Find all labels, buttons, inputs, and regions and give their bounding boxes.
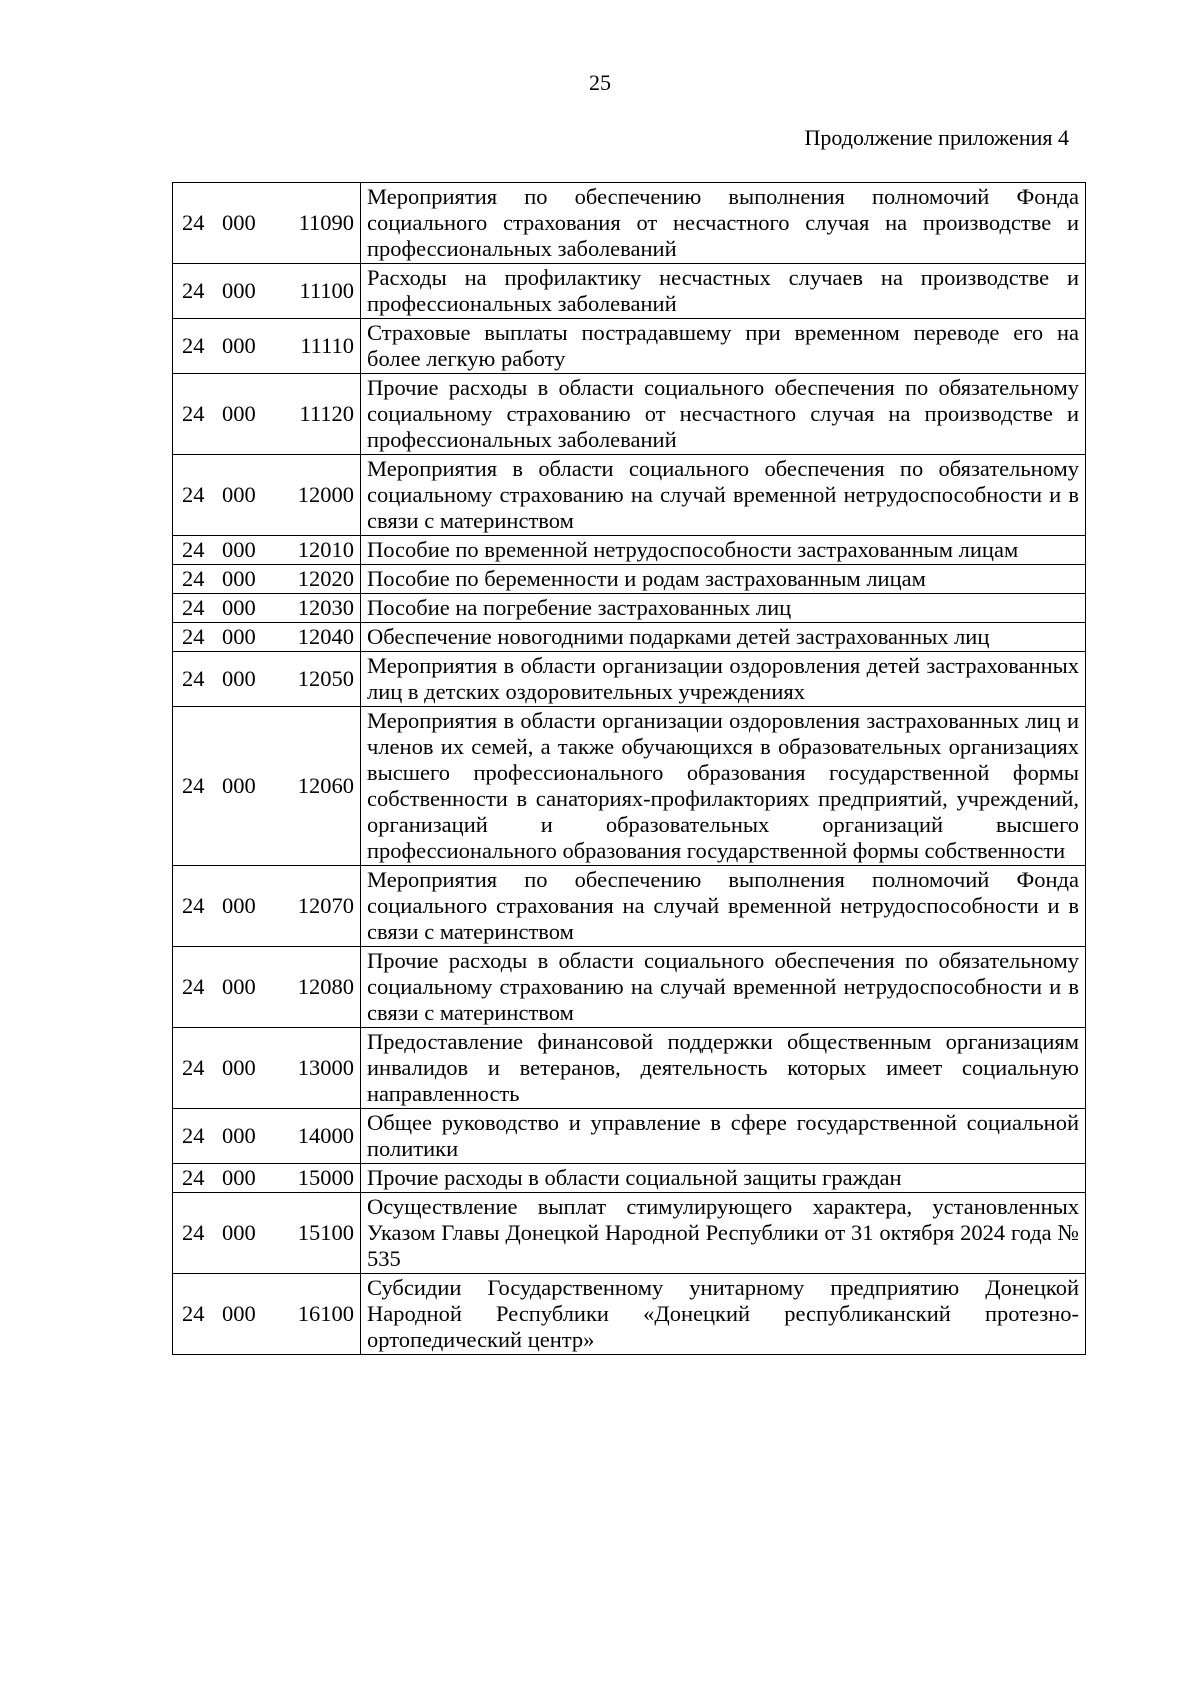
table-row bbox=[173, 1109, 1086, 1164]
code-direction: 12000 bbox=[297, 482, 354, 507]
table-row bbox=[173, 319, 1086, 374]
code-program: 000 bbox=[222, 482, 256, 507]
code-cell bbox=[173, 565, 361, 594]
code-cell bbox=[173, 947, 361, 1028]
description-cell: Мероприятия по обеспечению выполнения полномочий Фонда социального страхования от несчастного случая на производстве и профессиональных заболеваний bbox=[361, 183, 1086, 264]
description-cell: Пособие по беременности и родам застрахованным лицам bbox=[361, 565, 1086, 594]
description-cell: Пособие по временной нетрудоспособности застрахованным лицам bbox=[361, 536, 1086, 565]
code-section: 24 bbox=[182, 566, 205, 591]
table-row bbox=[173, 1164, 1086, 1193]
code-section: 24 bbox=[182, 1301, 205, 1326]
code-direction: 12030 bbox=[297, 595, 354, 620]
code-section: 24 bbox=[182, 974, 205, 999]
code-cell bbox=[173, 1164, 361, 1193]
table-row bbox=[173, 947, 1086, 1028]
code-cell bbox=[173, 319, 361, 374]
code-cell bbox=[173, 455, 361, 536]
description-cell: Мероприятия по обеспечению выполнения полномочий Фонда социального страхования на случай временной нетрудоспособности и в связи с материнством bbox=[361, 866, 1086, 947]
code-direction: 12060 bbox=[297, 773, 354, 798]
description-cell: Предоставление финансовой поддержки общественным организациям инвалидов и ветеранов, деятельность которых имеет социальную направленность bbox=[361, 1028, 1086, 1109]
code-section: 24 bbox=[182, 666, 205, 691]
table-row bbox=[173, 1028, 1086, 1109]
table-row bbox=[173, 1274, 1086, 1355]
code-program: 000 bbox=[222, 401, 256, 426]
table-row bbox=[173, 455, 1086, 536]
code-section: 24 bbox=[182, 1123, 205, 1148]
code-section: 24 bbox=[182, 595, 205, 620]
code-program: 000 bbox=[222, 1220, 256, 1245]
table-row bbox=[173, 707, 1086, 866]
code-cell bbox=[173, 183, 361, 264]
code-program: 000 bbox=[222, 1123, 256, 1148]
code-direction: 12020 bbox=[297, 566, 354, 591]
code-section: 24 bbox=[182, 893, 205, 918]
code-cell bbox=[173, 536, 361, 565]
code-program: 000 bbox=[222, 595, 256, 620]
table-row bbox=[173, 264, 1086, 319]
code-program: 000 bbox=[222, 210, 256, 235]
table-row bbox=[173, 594, 1086, 623]
description-cell: Осуществление выплат стимулирующего характера, установленных Указом Главы Донецкой Народной Республики от 31 октября 2024 года № 535 bbox=[361, 1193, 1086, 1274]
code-section: 24 bbox=[182, 210, 205, 235]
description-cell: Прочие расходы в области социальной защиты граждан bbox=[361, 1164, 1086, 1193]
code-direction: 13000 bbox=[297, 1055, 354, 1080]
description-cell: Мероприятия в области организации оздоровления детей застрахованных лиц в детских оздоровительных учреждениях bbox=[361, 652, 1086, 707]
table-row bbox=[173, 536, 1086, 565]
table-body bbox=[173, 183, 1086, 1355]
table-row bbox=[173, 623, 1086, 652]
code-cell bbox=[173, 866, 361, 947]
budget-classification-table bbox=[172, 182, 1086, 1355]
code-direction: 11090 bbox=[298, 210, 354, 235]
code-direction: 16100 bbox=[297, 1301, 354, 1326]
code-cell bbox=[173, 707, 361, 866]
code-direction: 12010 bbox=[297, 537, 354, 562]
code-direction: 12040 bbox=[297, 624, 354, 649]
description-cell: Обеспечение новогодними подарками детей застрахованных лиц bbox=[361, 623, 1086, 652]
code-direction: 11120 bbox=[299, 401, 354, 426]
table-row bbox=[173, 652, 1086, 707]
code-program: 000 bbox=[222, 773, 256, 798]
code-program: 000 bbox=[222, 974, 256, 999]
table-row bbox=[173, 565, 1086, 594]
code-program: 000 bbox=[222, 893, 256, 918]
code-program: 000 bbox=[222, 666, 256, 691]
description-cell: Прочие расходы в области социального обеспечения по обязательному социальному страхованию от несчастного случая на производстве и профессиональных заболеваний bbox=[361, 374, 1086, 455]
code-section: 24 bbox=[182, 1055, 205, 1080]
code-cell bbox=[173, 1193, 361, 1274]
code-program: 000 bbox=[222, 566, 256, 591]
code-section: 24 bbox=[182, 482, 205, 507]
code-section: 24 bbox=[182, 624, 205, 649]
table-row bbox=[173, 374, 1086, 455]
appendix-continuation-label: Продолжение приложения 4 bbox=[804, 125, 1069, 150]
code-cell bbox=[173, 594, 361, 623]
code-cell bbox=[173, 1109, 361, 1164]
code-section: 24 bbox=[182, 401, 205, 426]
code-cell bbox=[173, 1274, 361, 1355]
code-direction: 12070 bbox=[297, 893, 354, 918]
code-direction: 14000 bbox=[297, 1123, 354, 1148]
description-cell: Пособие на погребение застрахованных лиц bbox=[361, 594, 1086, 623]
code-cell bbox=[173, 652, 361, 707]
code-program: 000 bbox=[222, 1055, 256, 1080]
description-cell: Общее руководство и управление в сфере государственной социальной политики bbox=[361, 1109, 1086, 1164]
table-row bbox=[173, 1193, 1086, 1274]
code-direction: 11110 bbox=[300, 333, 354, 358]
description-cell: Мероприятия в области организации оздоровления застрахованных лиц и членов их семей, а также обучающихся в образовательных организациях высшего профессионального образования государственной формы собственности в санаториях-профилакториях предприятий, учреждений, организаций и образовательных организаций высшего профессионального образования государственной формы собственности bbox=[361, 707, 1086, 866]
description-cell: Мероприятия в области социального обеспечения по обязательному социальному страхованию на случай временной нетрудоспособности и в связи с материнством bbox=[361, 455, 1086, 536]
table-row bbox=[173, 183, 1086, 264]
code-program: 000 bbox=[222, 1301, 256, 1326]
code-section: 24 bbox=[182, 537, 205, 562]
code-direction: 15000 bbox=[297, 1165, 354, 1190]
code-program: 000 bbox=[222, 1165, 256, 1190]
code-program: 000 bbox=[222, 624, 256, 649]
code-cell bbox=[173, 374, 361, 455]
code-section: 24 bbox=[182, 333, 205, 358]
code-cell bbox=[173, 623, 361, 652]
code-section: 24 bbox=[182, 773, 205, 798]
description-cell: Расходы на профилактику несчастных случаев на производстве и профессиональных заболеваний bbox=[361, 264, 1086, 319]
code-cell bbox=[173, 1028, 361, 1109]
code-cell bbox=[173, 264, 361, 319]
description-cell: Прочие расходы в области социального обеспечения по обязательному социальному страхованию на случай временной нетрудоспособности и в связи с материнством bbox=[361, 947, 1086, 1028]
code-direction: 15100 bbox=[297, 1220, 354, 1245]
code-program: 000 bbox=[222, 537, 256, 562]
table-row bbox=[173, 866, 1086, 947]
code-section: 24 bbox=[182, 1165, 205, 1190]
description-cell: Субсидии Государственному унитарному предприятию Донецкой Народной Республики «Донецкий республиканский протезно-ортопедический центр» bbox=[361, 1274, 1086, 1355]
code-section: 24 bbox=[182, 278, 205, 303]
code-direction: 12080 bbox=[297, 974, 354, 999]
description-cell: Страховые выплаты пострадавшему при временном переводе его на более легкую работу bbox=[361, 319, 1086, 374]
page-number: 25 bbox=[589, 70, 611, 95]
code-direction: 12050 bbox=[297, 666, 354, 691]
code-program: 000 bbox=[222, 333, 256, 358]
code-program: 000 bbox=[222, 278, 256, 303]
code-direction: 11100 bbox=[299, 278, 354, 303]
code-section: 24 bbox=[182, 1220, 205, 1245]
